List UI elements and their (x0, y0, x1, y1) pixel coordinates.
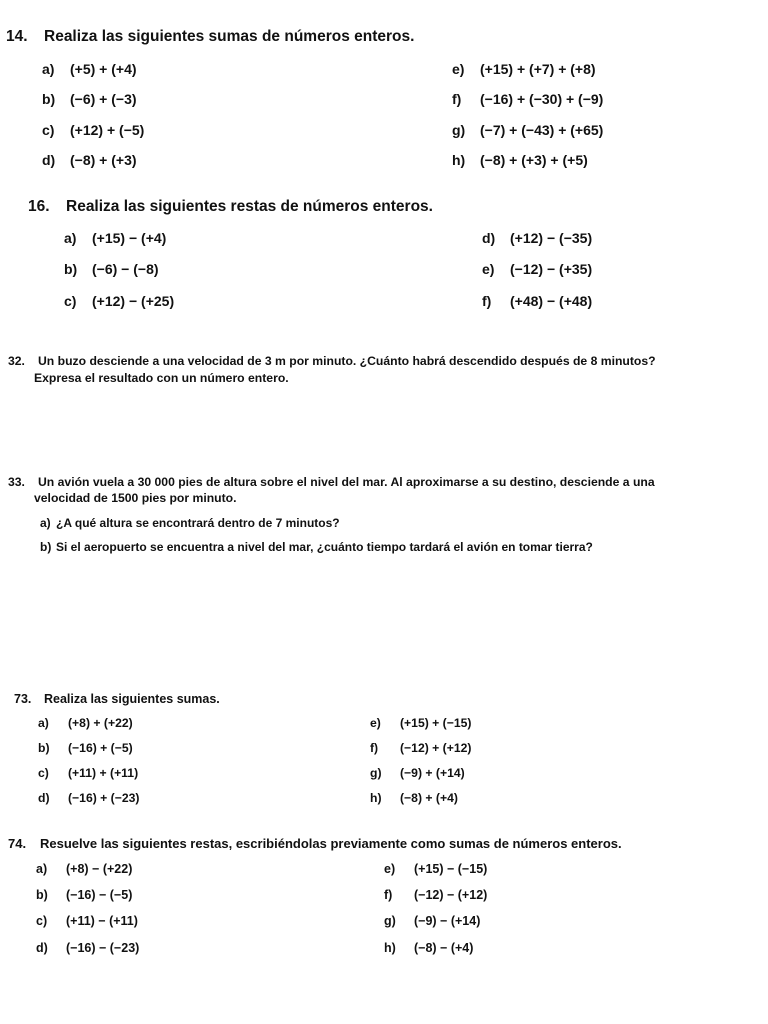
list-item: f) (−16) + (−30) + (−9) (452, 91, 604, 107)
list-item: c) (+12) + (−5) (42, 122, 145, 138)
exercise-73-heading (14, 692, 220, 706)
list-item: a) (+15) − (+4) (64, 230, 167, 246)
list-item: c) (+12) − (+25) (64, 293, 175, 309)
exercise-number: 73. (14, 692, 32, 706)
exercise-title: Resuelve las siguientes restas, escribiéndolas previamente como sumas de números enteros. (40, 836, 622, 851)
list-item: b) (−16) + (−5) (38, 741, 133, 755)
list-item: d) (−8) + (+3) (42, 152, 137, 168)
list-item: a) (+5) + (+4) (42, 61, 137, 77)
list-item: d) (−16) + (−23) (38, 791, 140, 805)
problem-33-line-1: 33. Un avión vuela a 30 000 pies de altura sobre el nivel del mar. Al aproximarse a su destino, desciende a una (8, 475, 655, 489)
exercise-74-heading (8, 836, 622, 851)
problem-32-line-1: 32. Un buzo desciende a una velocidad de 3 m por minuto. ¿Cuánto habrá descendido después de 8 minutos? (8, 354, 656, 368)
exercise-title: Realiza las siguientes restas de números enteros. (66, 198, 433, 215)
list-item: a) (+8) − (+22) (36, 862, 133, 876)
list-item: g) (−9) − (+14) (384, 914, 481, 928)
list-item: e) (+15) − (−15) (384, 862, 488, 876)
exercise-14-heading (6, 28, 414, 46)
list-item: b) (−6) − (−8) (64, 261, 159, 277)
list-item: c) (+11) − (+11) (36, 914, 138, 928)
list-item: d) (+12) − (−35) (482, 230, 593, 246)
problem-number: 32. (8, 354, 25, 368)
problem-33-sub-b: b) Si el aeropuerto se encuentra a nivel del mar, ¿cuánto tiempo tardará el avión en tomar tierra? (40, 540, 593, 554)
list-item: h) (−8) + (+3) + (+5) (452, 152, 588, 168)
exercise-number: 74. (8, 836, 27, 851)
list-item: g) (−7) + (−43) + (+65) (452, 122, 604, 138)
problem-32-line-2: Expresa el resultado con un número entero. (34, 371, 289, 385)
problem-33-line-2: velocidad de 1500 pies por minuto. (34, 491, 237, 505)
exercise-title: Realiza las siguientes sumas de números enteros. (44, 28, 415, 45)
list-item: e) (+15) + (+7) + (+8) (452, 61, 596, 77)
list-item: f) (−12) − (+12) (384, 888, 488, 902)
list-item: f) (+48) − (+48) (482, 293, 593, 309)
exercise-title: Realiza las siguientes sumas. (44, 692, 220, 706)
list-item: e) (+15) + (−15) (370, 716, 472, 730)
problem-number: 33. (8, 475, 25, 489)
exercise-number: 16. (28, 198, 50, 215)
list-item: b) (−16) − (−5) (36, 888, 133, 902)
list-item: g) (−9) + (+14) (370, 766, 465, 780)
list-item: d) (−16) − (−23) (36, 941, 140, 955)
list-item: c) (+11) + (+11) (38, 766, 139, 780)
list-item: a) (+8) + (+22) (38, 716, 133, 730)
list-item: f) (−12) + (+12) (370, 741, 472, 755)
exercise-16-heading (28, 198, 433, 216)
problem-33-sub-a: a) ¿A qué altura se encontrará dentro de 7 minutos? (40, 516, 340, 530)
list-item: h) (−8) + (+4) (370, 791, 458, 805)
exercise-number: 14. (6, 28, 28, 45)
list-item: b) (−6) + (−3) (42, 91, 137, 107)
list-item: h) (−8) − (+4) (384, 941, 474, 955)
list-item: e) (−12) − (+35) (482, 261, 593, 277)
